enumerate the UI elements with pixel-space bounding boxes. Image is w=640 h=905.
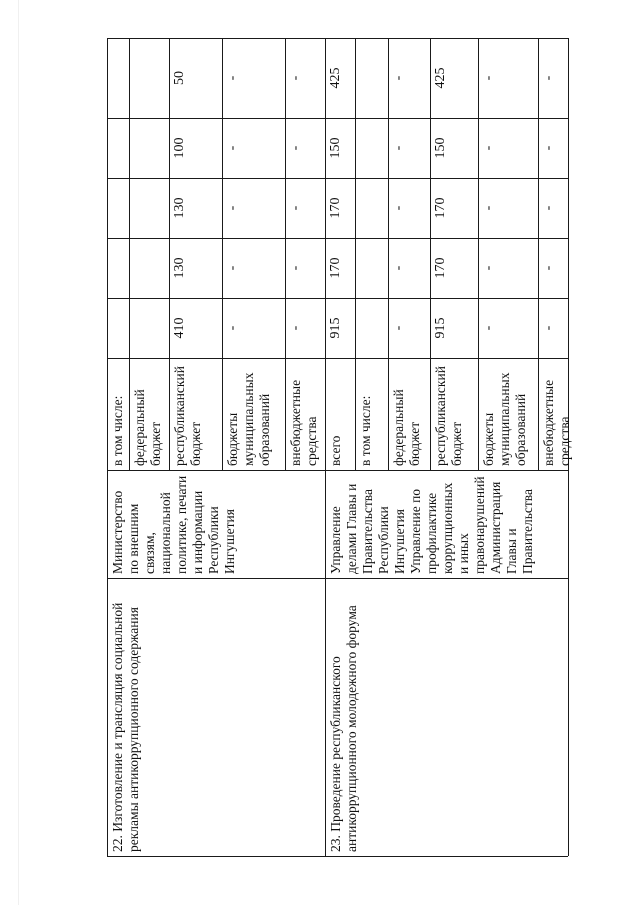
amount-y4: - — [481, 75, 496, 81]
amount-y1: 130 — [172, 257, 187, 279]
amount-total — [110, 302, 128, 354]
amount-y4: - — [541, 75, 556, 81]
amount-y4 — [132, 42, 168, 114]
amount-y3: 100 — [172, 137, 187, 159]
program-item: 22. Изготовление и трансляция социальной рекламы антикоррупционного содержания — [110, 602, 141, 852]
amount-total: 410 — [172, 317, 187, 339]
amount-y4 — [358, 42, 387, 114]
amount-y1: 170 — [433, 257, 448, 279]
table-border — [325, 38, 326, 856]
amount-y2: 170 — [328, 197, 343, 219]
amount-y2: - — [288, 205, 303, 211]
amount-y2: 130 — [172, 197, 187, 219]
funding-source: бюджеты муниципальных образований — [225, 372, 272, 466]
funding-source: федеральный бюджет — [391, 389, 422, 466]
amount-y3: - — [225, 145, 240, 151]
table-column-rule — [107, 298, 568, 299]
table-row-rule — [285, 38, 286, 470]
amount-y3: - — [481, 145, 496, 151]
funding-source: бюджеты муниципальных образований — [481, 372, 528, 466]
amount-y1 — [358, 242, 387, 294]
amount-y4: 425 — [328, 67, 343, 89]
table-border — [107, 38, 108, 856]
amount-total: - — [225, 325, 240, 331]
amount-y1 — [132, 242, 168, 294]
amount-y1: - — [541, 265, 556, 271]
table-row-rule — [388, 38, 389, 470]
table-row-rule — [169, 38, 170, 470]
funding-source: республиканский бюджет — [172, 366, 203, 466]
amount-y3: - — [541, 145, 556, 151]
table-column-rule — [107, 178, 568, 179]
table-column-rule — [107, 118, 568, 119]
amount-y2 — [110, 182, 128, 234]
amount-total — [132, 302, 168, 354]
amount-y4 — [110, 42, 128, 114]
amount-y4: - — [288, 75, 303, 81]
table-row-rule — [355, 38, 356, 470]
funding-source: республиканский бюджет — [433, 366, 464, 466]
amount-y3: - — [391, 145, 406, 151]
amount-total: 915 — [433, 317, 448, 339]
table-row-rule — [129, 38, 130, 470]
amount-y4: 425 — [433, 67, 448, 89]
table-column-rule — [107, 358, 568, 359]
amount-y2: - — [481, 205, 496, 211]
amount-y1: 170 — [328, 257, 343, 279]
amount-y4: - — [225, 75, 240, 81]
amount-y2: - — [225, 205, 240, 211]
amount-total: - — [391, 325, 406, 331]
table-column-rule — [107, 470, 568, 471]
amount-total: 915 — [328, 317, 343, 339]
table-row-rule — [478, 38, 479, 470]
funding-source: внебюджетные средства — [541, 379, 572, 466]
funding-source: федеральный бюджет — [132, 389, 163, 466]
amount-total: - — [288, 325, 303, 331]
funding-source: всего — [328, 435, 343, 466]
program-item: 23. Проведение республиканского антикоррупционного молодежного форума — [328, 605, 359, 852]
table-column-rule — [107, 38, 568, 39]
amount-y2: - — [541, 205, 556, 211]
amount-y2: - — [391, 205, 406, 211]
executor: Министерство по внешним связям, национальной политике, печати и информации Республики Ингушетия — [110, 475, 237, 574]
amount-y3: 150 — [433, 137, 448, 159]
amount-total: - — [541, 325, 556, 331]
amount-y3: 150 — [328, 137, 343, 159]
amount-total: - — [481, 325, 496, 331]
amount-y3 — [358, 122, 387, 174]
scan-edge — [18, 0, 19, 905]
amount-y1 — [110, 242, 128, 294]
amount-y1: - — [391, 265, 406, 271]
amount-total — [358, 302, 387, 354]
amount-y4: - — [391, 75, 406, 81]
amount-y3: - — [288, 145, 303, 151]
table-row-rule — [430, 38, 431, 470]
funding-source: в том числе: — [110, 395, 125, 466]
executor: Управление делами Главы и Правительства Республики Ингушетия Управление по профилактике коррупционных и иных правонарушений Администрация Главы и Правительства — [328, 476, 535, 574]
funding-source: внебюджетные средства — [288, 379, 319, 466]
amount-y4: 50 — [172, 71, 187, 85]
amount-y1: - — [288, 265, 303, 271]
table-column-rule — [107, 856, 568, 857]
table-column-rule — [107, 578, 568, 579]
amount-y1: - — [225, 265, 240, 271]
table-column-rule — [107, 238, 568, 239]
table-row-rule — [538, 38, 539, 470]
amount-y2 — [132, 182, 168, 234]
amount-y3 — [132, 122, 168, 174]
funding-source: в том числе: — [358, 395, 373, 466]
amount-y2: 170 — [433, 197, 448, 219]
amount-y3 — [110, 122, 128, 174]
amount-y2 — [358, 182, 387, 234]
table-row-rule — [222, 38, 223, 470]
amount-y1: - — [481, 265, 496, 271]
